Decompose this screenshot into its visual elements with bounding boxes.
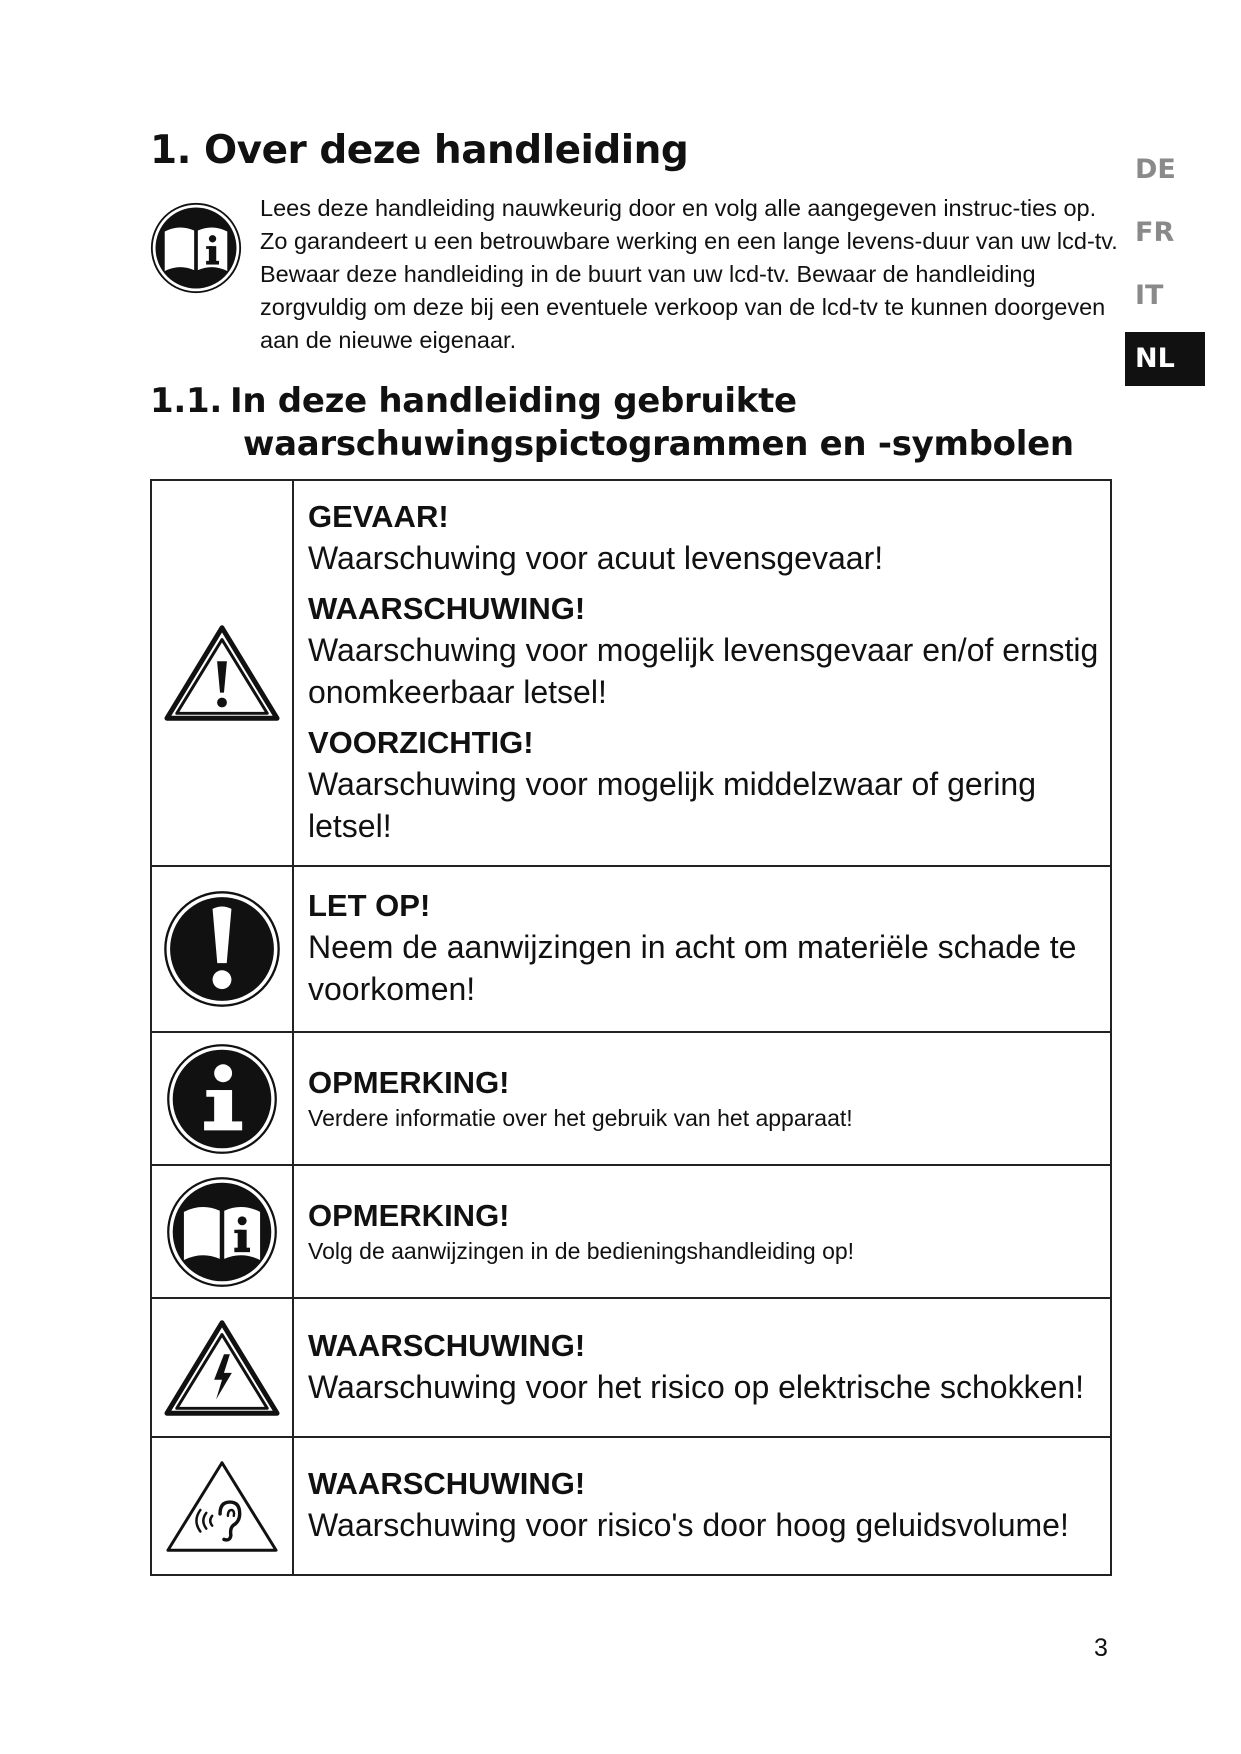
symbol-description: Waarschuwing voor acuut levensgevaar! [308, 540, 884, 576]
manual-info-icon [166, 1176, 278, 1288]
manual-info-icon [150, 202, 242, 294]
intro-paragraph: Lees deze handleiding nauwkeurig door en volg alle aangegeven instruc-ties op. Zo garandeert u een betrouwbare werking en een lange levens-duur van uw lcd-tv. Bewaar deze handleiding in de buurt van uw lcd-tv. Bewaar de handleiding zorgvuldig om deze bij een eventuele verkoop van de lcd-tv te kunnen doorgeven aan de nieuwe eigenaar. [260, 195, 1118, 353]
subsection-heading [150, 380, 1110, 466]
symbol-label: GEVAAR! [308, 499, 449, 534]
symbol-label: WAARSCHUWING! [308, 1466, 586, 1501]
exclamation-circle-icon [163, 890, 281, 1008]
symbol-row-hearing [151, 1437, 1111, 1575]
subsection-number: 1.1. [150, 381, 222, 421]
symbol-description: Waarschuwing voor risico's door hoog geluidsvolume! [308, 1507, 1069, 1543]
section-heading [150, 128, 688, 173]
subsection-title-line1: In deze handleiding gebruikte [230, 381, 797, 421]
symbol-label: WAARSCHUWING! [308, 1327, 586, 1363]
symbol-row-opmerking-info [151, 1032, 1111, 1165]
symbol-row-danger-levels [151, 480, 1111, 866]
symbol-label: VOORZICHTIG! [308, 725, 534, 760]
hearing-triangle-icon [163, 1456, 281, 1556]
info-circle-icon [166, 1043, 278, 1155]
language-tab-nl[interactable]: NL [1125, 332, 1205, 386]
symbol-description: Verdere informatie over het gebruik van het apparaat! [308, 1104, 853, 1131]
symbol-row-opmerking-manual [151, 1165, 1111, 1298]
symbol-description: Neem de aanwijzingen in acht om materiële schade te voorkomen! [308, 929, 1077, 1007]
symbol-label: LET OP! [308, 888, 431, 923]
symbol-description: Waarschuwing voor mogelijk middelzwaar of gering letsel! [308, 766, 1037, 844]
symbols-table [150, 479, 1112, 1576]
symbol-row-electric-shock [151, 1298, 1111, 1437]
page-number: 3 [1094, 1634, 1108, 1662]
language-tab-fr[interactable]: FR [1135, 217, 1175, 248]
symbol-label: OPMERKING! [308, 1064, 510, 1100]
symbol-row-let-op [151, 866, 1111, 1032]
language-tab-de[interactable]: DE [1135, 154, 1176, 185]
symbol-description: Waarschuwing voor het risico op elektrische schokken! [308, 1368, 1085, 1405]
symbol-description: Volg de aanwijzingen in de bedieningshandleiding op! [308, 1237, 855, 1264]
electric-shock-triangle-icon [163, 1318, 281, 1418]
subsection-title-line2: waarschuwingspictogrammen en -symbolen [243, 424, 1074, 464]
section-title: Over deze handleiding [204, 128, 689, 173]
symbol-description: Waarschuwing voor mogelijk levensgevaar en/of ernstig onomkeerbaar letsel! [308, 632, 1099, 710]
language-tab-it[interactable]: IT [1135, 280, 1164, 311]
symbol-label: OPMERKING! [308, 1197, 510, 1233]
language-tabs [1125, 143, 1205, 395]
warning-triangle-icon [163, 623, 281, 723]
symbol-label: WAARSCHUWING! [308, 591, 586, 626]
section-number: 1. [150, 128, 191, 173]
